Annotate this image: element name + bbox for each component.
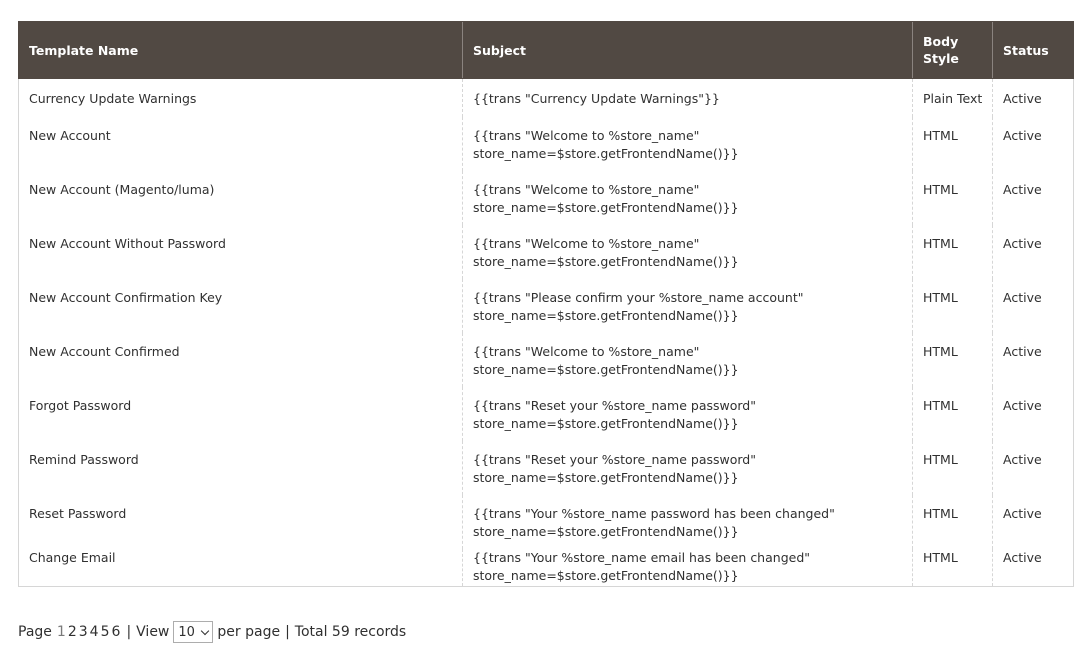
cell-status: Active xyxy=(993,549,1074,587)
cell-subject xyxy=(463,495,913,549)
page-links xyxy=(56,624,122,640)
pager-total-records: Total 59 records xyxy=(294,624,407,640)
subject-line: store_name=$store.getFrontendName()}} xyxy=(473,253,739,269)
table-header-row xyxy=(19,22,1074,79)
cell-template-name: New Account Confirmed xyxy=(19,333,463,387)
table-row[interactable] xyxy=(19,495,1074,549)
pager-per-page-label: per page xyxy=(217,624,281,640)
page-link-4[interactable]: 4 xyxy=(89,624,99,640)
cell-status: Active xyxy=(993,225,1074,279)
cell-status: Active xyxy=(993,333,1074,387)
email-templates-grid xyxy=(18,21,1073,587)
table-row[interactable] xyxy=(19,225,1074,279)
cell-body-style: HTML xyxy=(913,225,993,279)
cell-template-name: Change Email xyxy=(19,549,463,587)
column-header-body-style[interactable]: Body Style xyxy=(913,22,993,79)
cell-subject xyxy=(463,279,913,333)
cell-status: Active xyxy=(993,117,1074,171)
cell-body-style: HTML xyxy=(913,387,993,441)
page-link-3[interactable]: 3 xyxy=(78,624,88,640)
templates-table xyxy=(18,21,1074,587)
table-row[interactable] xyxy=(19,171,1074,225)
cell-subject xyxy=(463,171,913,225)
table-row[interactable] xyxy=(19,333,1074,387)
subject-line: store_name=$store.getFrontendName()}} xyxy=(473,361,739,377)
table-body xyxy=(19,79,1074,587)
cell-body-style: HTML xyxy=(913,549,993,587)
cell-status: Active xyxy=(993,79,1074,118)
cell-status: Active xyxy=(993,171,1074,225)
subject-line: store_name=$store.getFrontendName()}} xyxy=(473,199,739,215)
cell-body-style: HTML xyxy=(913,171,993,225)
cell-template-name: Reset Password xyxy=(19,495,463,549)
page-link-1: 1 xyxy=(56,624,66,640)
cell-body-style: HTML xyxy=(913,495,993,549)
cell-body-style: HTML xyxy=(913,279,993,333)
table-row[interactable] xyxy=(19,441,1074,495)
table-row[interactable] xyxy=(19,117,1074,171)
cell-subject xyxy=(463,333,913,387)
cell-subject xyxy=(463,225,913,279)
table-row[interactable] xyxy=(19,387,1074,441)
cell-body-style: HTML xyxy=(913,333,993,387)
subject-line: store_name=$store.getFrontendName()}} xyxy=(473,307,739,323)
cell-status: Active xyxy=(993,279,1074,333)
subject-line: store_name=$store.getFrontendName()}} xyxy=(473,415,739,431)
cell-subject xyxy=(463,79,913,118)
per-page-value: 10 xyxy=(178,624,195,640)
cell-template-name: New Account Without Password xyxy=(19,225,463,279)
cell-template-name: New Account Confirmation Key xyxy=(19,279,463,333)
subject-line: {{trans "Welcome to %store_name" xyxy=(473,128,700,143)
cell-subject xyxy=(463,387,913,441)
subject-line: store_name=$store.getFrontendName()}} xyxy=(473,523,739,539)
subject-line: {{trans "Welcome to %store_name" xyxy=(473,236,700,251)
cell-template-name: New Account (Magento/luma) xyxy=(19,171,463,225)
column-header-subject[interactable]: Subject xyxy=(463,22,913,79)
cell-status: Active xyxy=(993,387,1074,441)
cell-body-style: Plain Text xyxy=(913,79,993,118)
pager-page-label: Page xyxy=(18,624,52,640)
cell-body-style: HTML xyxy=(913,441,993,495)
table-row[interactable] xyxy=(19,549,1074,587)
cell-template-name: Forgot Password xyxy=(19,387,463,441)
subject-line: store_name=$store.getFrontendName()}} xyxy=(473,469,739,485)
cell-status: Active xyxy=(993,441,1074,495)
subject-line: {{trans "Your %store_name email has been changed" xyxy=(473,550,810,565)
table-row[interactable] xyxy=(19,279,1074,333)
pager xyxy=(18,621,406,643)
cell-template-name: Remind Password xyxy=(19,441,463,495)
pager-view-label: View xyxy=(136,624,170,640)
cell-subject xyxy=(463,441,913,495)
subject-line: store_name=$store.getFrontendName()}} xyxy=(473,145,739,161)
per-page-select[interactable] xyxy=(173,621,213,643)
column-header-status[interactable]: Status xyxy=(993,22,1074,79)
cell-template-name: Currency Update Warnings xyxy=(19,79,463,118)
subject-line: {{trans "Please confirm your %store_name account" xyxy=(473,290,804,305)
subject-line: {{trans "Currency Update Warnings"}} xyxy=(473,91,720,106)
cell-subject xyxy=(463,549,913,587)
subject-line: {{trans "Welcome to %store_name" xyxy=(473,182,700,197)
page-link-5[interactable]: 5 xyxy=(100,624,110,640)
subject-line: {{trans "Your %store_name password has been changed" xyxy=(473,506,835,521)
cell-status: Active xyxy=(993,495,1074,549)
subject-line: {{trans "Reset your %store_name password" xyxy=(473,398,756,413)
chevron-down-icon xyxy=(201,626,209,634)
cell-body-style: HTML xyxy=(913,117,993,171)
cell-template-name: New Account xyxy=(19,117,463,171)
page-link-2[interactable]: 2 xyxy=(67,624,77,640)
table-row[interactable] xyxy=(19,79,1074,118)
subject-line: {{trans "Reset your %store_name password" xyxy=(473,452,756,467)
page-link-6[interactable]: 6 xyxy=(111,624,121,640)
pager-separator: | xyxy=(126,624,132,640)
subject-line: store_name=$store.getFrontendName()}} xyxy=(473,567,739,583)
pager-separator: | xyxy=(285,624,290,640)
cell-subject xyxy=(463,117,913,171)
column-header-template-name[interactable]: Template Name xyxy=(19,22,463,79)
subject-line: {{trans "Welcome to %store_name" xyxy=(473,344,700,359)
